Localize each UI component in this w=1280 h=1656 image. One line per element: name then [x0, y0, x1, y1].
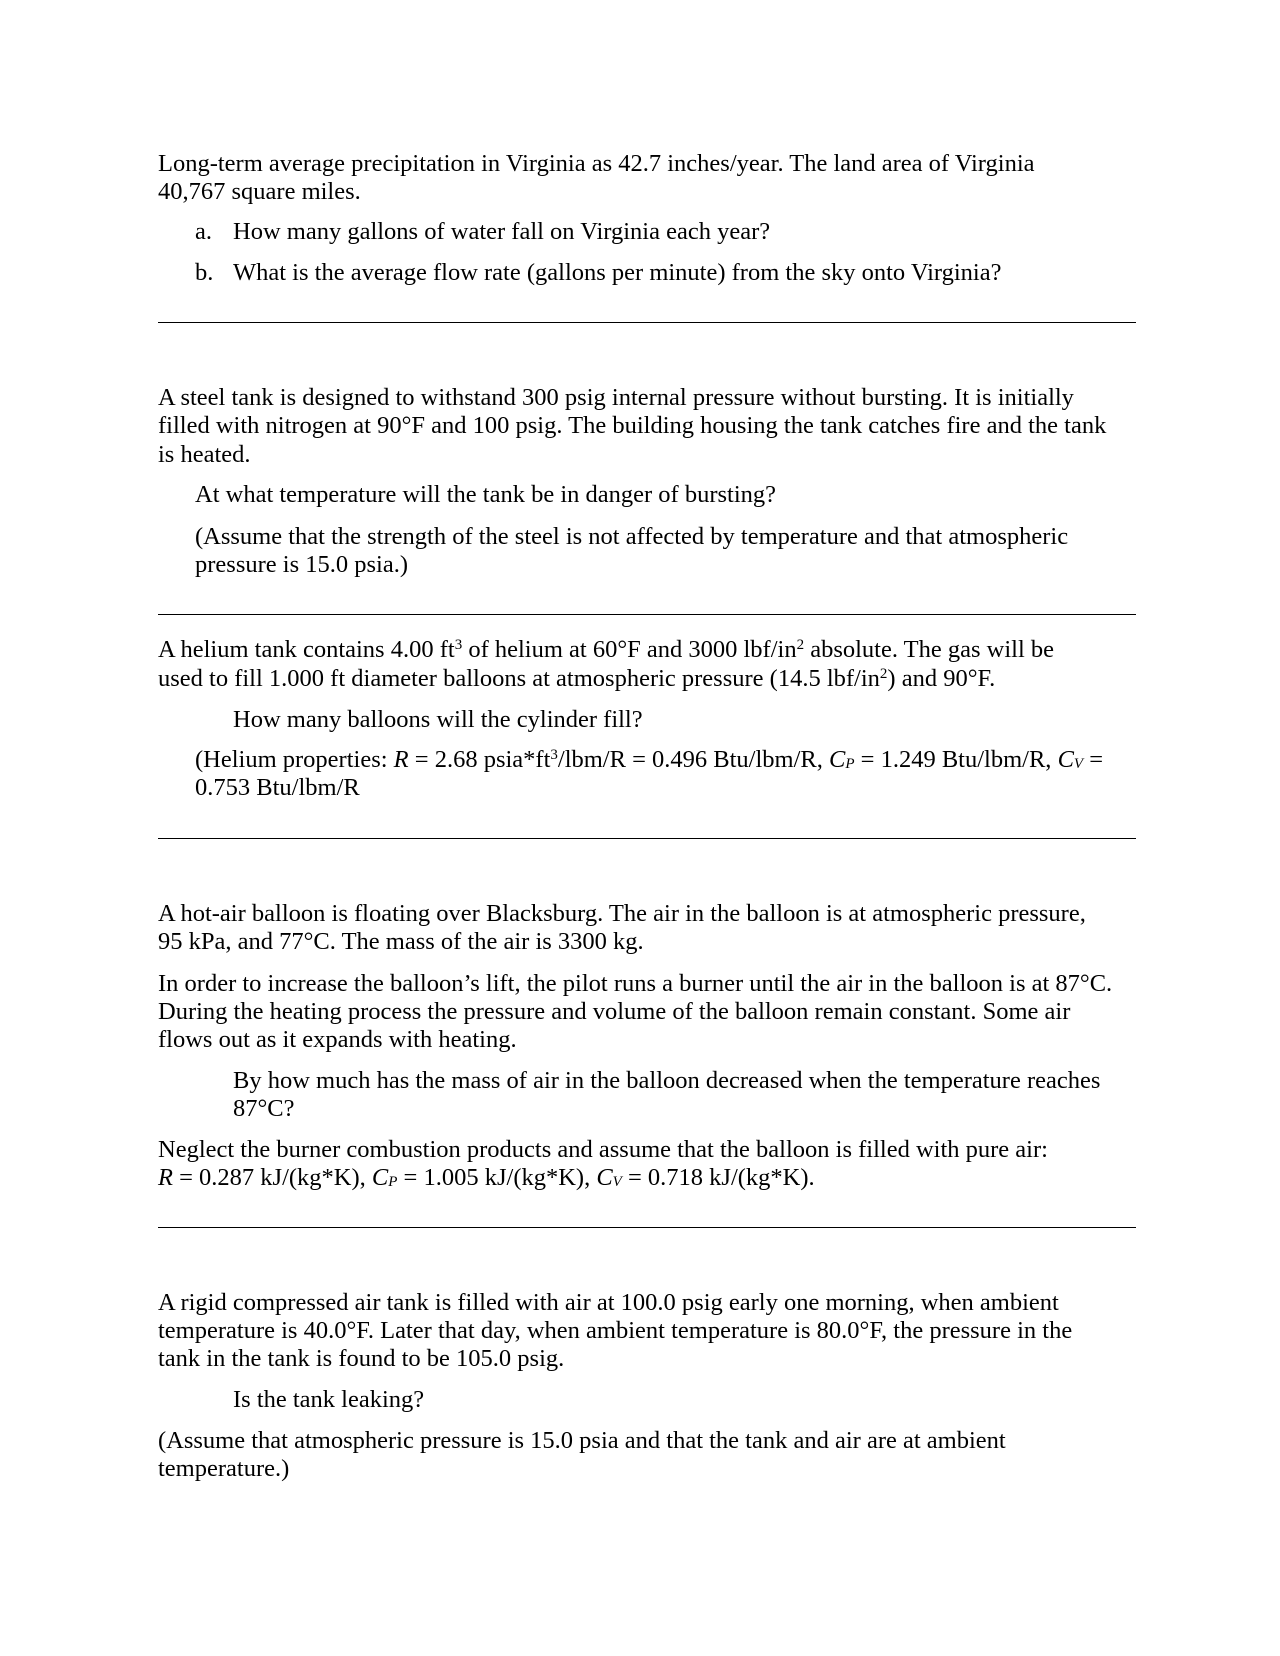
- p4-para2-line2: During the heating process the pressure and volume of the balloon remain constant. Some air: [158, 998, 1071, 1025]
- p4-question-line1: By how much has the mass of air in the balloon decreased when the temperature reaches: [233, 1067, 1101, 1094]
- p1-b-text: What is the average flow rate (gallons per minute) from the sky onto Virginia?: [233, 259, 1002, 286]
- p5-question: Is the tank leaking?: [233, 1386, 425, 1413]
- p3-line2-b: ) and 90°F.: [887, 665, 996, 692]
- p4-sym-cv: C: [596, 1164, 613, 1191]
- p5-note2: temperature.): [158, 1455, 290, 1482]
- p3-line2: [158, 664, 995, 693]
- p2-line3: is heated.: [158, 441, 251, 468]
- p1-a-marker: a.: [195, 218, 212, 245]
- p3-props-c: /lbm/R = 0.496 Btu/lbm/R,: [557, 746, 829, 773]
- p3-line1-b: of helium at 60°F and 3000 lbf/in: [462, 636, 797, 663]
- p3-sup-squared: 2: [796, 636, 805, 653]
- p3-props-a: (Helium properties:: [195, 746, 394, 773]
- p3-line1-c: absolute. The gas will be: [804, 636, 1055, 663]
- p3-sub-v: V: [1073, 755, 1084, 772]
- p3-line2-a: used to fill 1.000 ft diameter balloons at atmospheric pressure (14.5 lbf/in: [158, 665, 880, 692]
- p3-props-e: =: [1083, 746, 1104, 773]
- p1-line2: 40,767 square miles.: [158, 178, 361, 205]
- p3-sup-cubed: 3: [454, 636, 463, 653]
- p4-para2-line3: flows out as it expands with heating.: [158, 1026, 517, 1053]
- p4-sub-v: V: [612, 1173, 622, 1190]
- p5-note1: (Assume that atmospheric pressure is 15.0 psia and that the tank and air are at ambient: [158, 1427, 1006, 1454]
- p3-props-b: = 2.68 psia*ft: [408, 746, 551, 773]
- p1-a-text: How many gallons of water fall on Virginia each year?: [233, 218, 771, 245]
- p4-line1: A hot-air balloon is floating over Blacksburg. The air in the balloon is at atmospheric pressure,: [158, 900, 1086, 927]
- p3-props-sup-cubed: 3: [550, 746, 558, 763]
- p2-line1: A steel tank is designed to withstand 300 psig internal pressure without bursting. It is initially: [158, 384, 1074, 411]
- separator-1: [158, 322, 1136, 323]
- p3-sub-p: P: [845, 755, 855, 772]
- p2-question: At what temperature will the tank be in danger of bursting?: [195, 481, 777, 508]
- p4-line2: 95 kPa, and 77°C. The mass of the air is 3300 kg.: [158, 928, 644, 955]
- p2-note2: pressure is 15.0 psia.): [195, 551, 408, 578]
- p5-line3: tank in the tank is found to be 105.0 psig.: [158, 1345, 565, 1372]
- p1-b-marker: b.: [195, 259, 214, 286]
- p1-line1: Long-term average precipitation in Virginia as 42.7 inches/year. The land area of Virginia: [158, 150, 1035, 177]
- p3-line1: [158, 635, 1054, 664]
- p4-neglect: Neglect the burner combustion products and assume that the balloon is filled with pure air:: [158, 1136, 1048, 1163]
- p5-line1: A rigid compressed air tank is filled with air at 100.0 psig early one morning, when ambient: [158, 1289, 1059, 1316]
- p3-sym-cp: C: [829, 746, 846, 773]
- p3-sym-r: R: [393, 746, 409, 773]
- p3-question: How many balloons will the cylinder fill?: [233, 706, 643, 733]
- p3-line1-a: A helium tank contains 4.00 ft: [158, 636, 455, 663]
- p3-sym-cv: C: [1057, 746, 1074, 773]
- p4-sym-r: R: [158, 1164, 173, 1191]
- p2-line2: filled with nitrogen at 90°F and 100 psig. The building housing the tank catches fire and the tank: [158, 412, 1107, 439]
- p4-props-c: = 0.718 kJ/(kg*K).: [621, 1164, 815, 1191]
- separator-4: [158, 1227, 1136, 1228]
- p4-sub-p: P: [388, 1173, 398, 1190]
- p4-props-a: = 0.287 kJ/(kg*K),: [172, 1164, 372, 1191]
- p5-line2: temperature is 40.0°F. Later that day, when ambient temperature is 80.0°F, the pressure in the: [158, 1317, 1073, 1344]
- p3-sup-squared-2: 2: [879, 665, 888, 682]
- p2-note1: (Assume that the strength of the steel is not affected by temperature and that atmospheric: [195, 523, 1069, 550]
- p3-props-d: = 1.249 Btu/lbm/R,: [854, 746, 1058, 773]
- p4-sym-cp: C: [371, 1164, 389, 1191]
- p4-question-line2: 87°C?: [233, 1095, 295, 1122]
- p4-para2-line1: In order to increase the balloon’s lift, the pilot runs a burner until the air in the balloon is at 87°C.: [158, 970, 1113, 997]
- p4-props: [158, 1163, 815, 1197]
- separator-3: [158, 838, 1136, 839]
- p3-props-line2: 0.753 Btu/lbm/R: [195, 774, 360, 801]
- separator-2: [158, 614, 1136, 615]
- p4-props-b: = 1.005 kJ/(kg*K),: [397, 1164, 597, 1191]
